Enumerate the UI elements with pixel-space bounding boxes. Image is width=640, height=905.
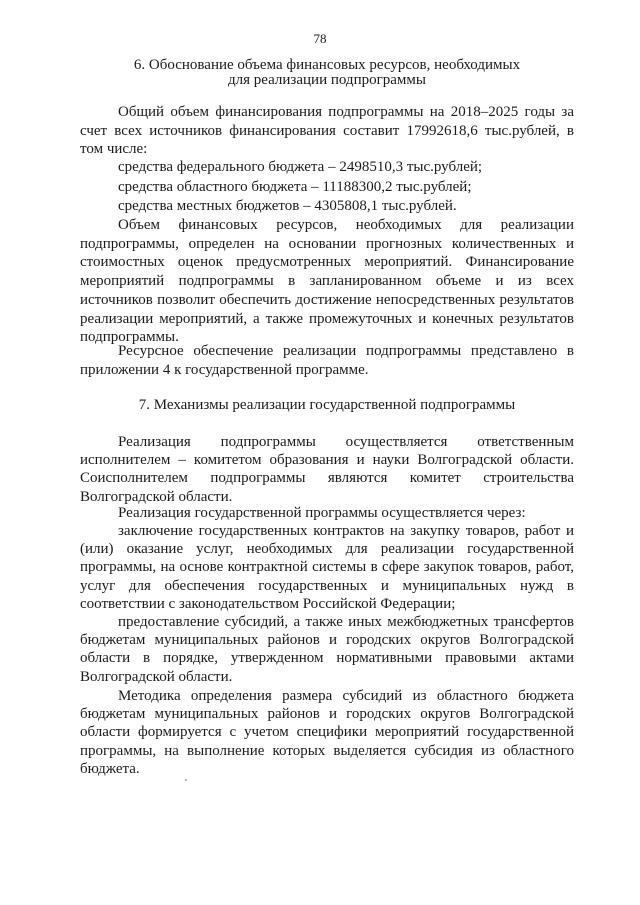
section-7-paragraph-3-block bbox=[80, 522, 574, 613]
section-6-intro: Общий объем финансирования подпрограммы на 2018–2025 годы за счет всех источников финансирования составит 17992618,6 тыс.рублей, в том числе: bbox=[80, 104, 574, 158]
funding-sources-list bbox=[80, 158, 574, 217]
section-7-paragraph-2-block bbox=[80, 504, 574, 522]
section-6-heading-line-1: 6. Обоснование объема финансовых ресурсов, необходимых bbox=[133, 57, 521, 73]
funding-federal: средства федерального бюджета – 2498510,3 тыс.рублей; bbox=[118, 159, 483, 175]
section-7-heading: 7. Механизмы реализации государственной подпрограммы bbox=[138, 397, 516, 413]
section-7-paragraph-1: Реализация подпрограммы осуществляется ответственным исполнителем – комитетом образования и науки Волгоградской области. Соисполнителем подпрограммы являются комитет строительства Волгоградской области. bbox=[80, 434, 574, 505]
section-6-paragraph-2: Объем финансовых ресурсов, необходимых для реализации подпрограммы, определен на основании прогнозных количественных и стоимостных оценок предусмотренных мероприятий. Финансирование мероприятий подпрограммы в запланированном объеме и из всех источников позволит обеспечить достижение непосредственных результатов реализации мероприятий, а также промежуточных и конечных результатов подпрограммы. bbox=[80, 217, 574, 346]
section-7-paragraph-2: Реализация государственной программы осуществляется через: bbox=[118, 505, 526, 521]
section-6-intro-block bbox=[80, 103, 574, 159]
section-6-heading-line-2: для реализации подпрограммы bbox=[228, 72, 426, 88]
section-7-paragraph-5-block bbox=[80, 687, 574, 778]
scan-speck bbox=[185, 779, 187, 781]
section-6-paragraph-2-block bbox=[80, 216, 574, 347]
section-6-paragraph-3-block bbox=[80, 342, 574, 379]
section-7-paragraph-4-block bbox=[80, 613, 574, 686]
page-number: 78 bbox=[313, 31, 327, 46]
section-7-paragraph-1-block bbox=[80, 433, 574, 506]
section-7-heading-block bbox=[80, 398, 574, 413]
section-7-paragraph-5: Методика определения размера субсидий из областного бюджета бюджетам муниципальных районов и городских округов Волгоградской области формируется с учетом специфики мероприятий государственной программы, на выполнение которых выделяется субсидия из областного бюджета. bbox=[80, 688, 574, 777]
funding-local: средства местных бюджетов – 4305808,1 тыс.рублей. bbox=[118, 198, 457, 214]
section-6-heading bbox=[80, 58, 574, 88]
section-7-paragraph-3: заключение государственных контрактов на закупку товаров, работ и (или) оказание услуг, необходимых для реализации государственной программы, на основе контрактной системы в сфере закупок товаров, работ, услуг для обеспечения государственных и муниципальных нужд в соответствии с законодательством Российской Федерации; bbox=[80, 523, 574, 612]
funding-regional: средства областного бюджета – 11188300,2 тыс.рублей; bbox=[118, 178, 472, 195]
section-7-paragraph-4: предоставление субсидий, а также иных межбюджетных трансфертов бюджетам муниципальных районов и городских округов Волгоградской области в порядке, утвержденном нормативными правовыми актами Волгоградской области. bbox=[80, 614, 574, 685]
section-6-paragraph-3: Ресурсное обеспечение реализации подпрограммы представлено в приложении 4 к государственной программе. bbox=[80, 343, 574, 378]
